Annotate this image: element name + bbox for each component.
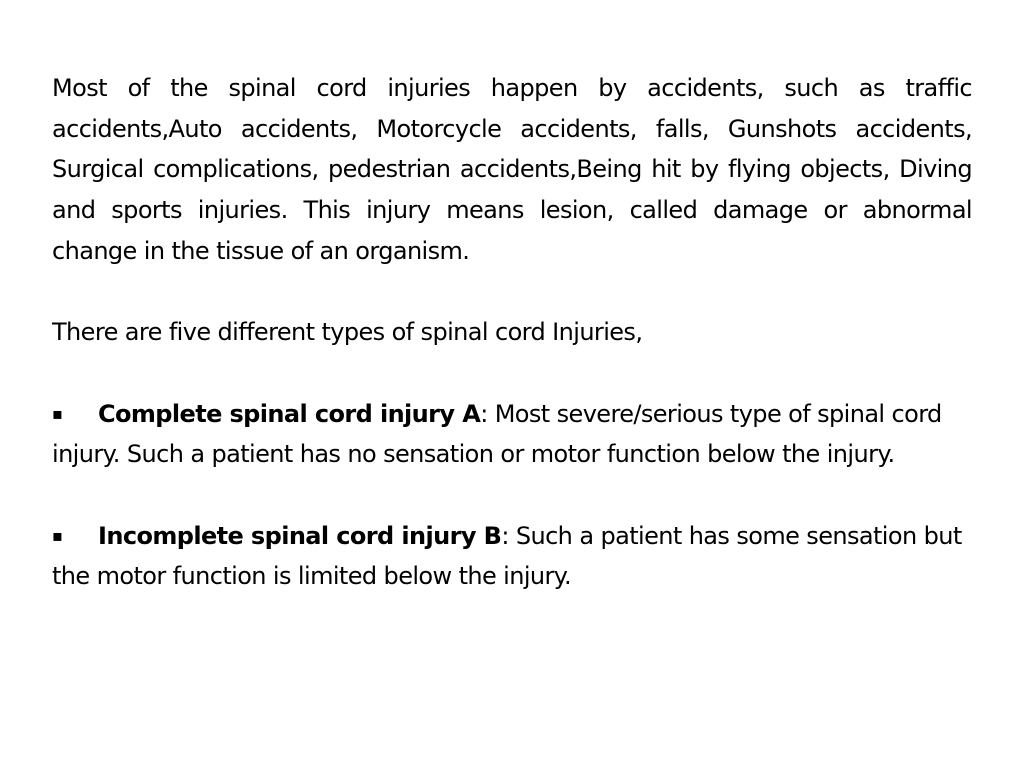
bullet-text: Such a patient has some sensation but the motor function is limited below the injury. xyxy=(52,521,962,591)
square-bullet-icon: ▪ xyxy=(52,403,63,423)
square-bullet-icon: ▪ xyxy=(52,525,63,545)
paragraph-spacer xyxy=(52,272,972,313)
bullet-separator: : xyxy=(480,399,495,428)
bullet-separator: : xyxy=(501,521,516,550)
bullet-text: Most severe/serious type of spinal cord injury. Such a patient has no sensation or motor function below the injury. xyxy=(52,399,942,469)
bullet-title: Complete spinal cord injury A xyxy=(98,399,481,428)
bullet-item-incomplete-injury xyxy=(52,516,972,597)
intro-paragraph: Most of the spinal cord injuries happen by accidents, such as traffic accidents,Auto accidents, Motorcycle accidents, falls, Gunshots accidents, Surgical complications, pedestrian accidents,Being hit by flying objects, Diving and sports injuries. This injury means lesion, called damage or abnormal change in the tissue of an organism. xyxy=(52,74,972,265)
types-heading: There are five different types of spinal cord Injuries, xyxy=(52,318,643,347)
paragraph-spacer xyxy=(52,353,972,394)
slide-content xyxy=(52,68,972,597)
paragraph-spacer xyxy=(52,475,972,516)
bullet-title: Incomplete spinal cord injury B xyxy=(98,521,502,550)
bullet-item-complete-injury xyxy=(52,394,972,475)
